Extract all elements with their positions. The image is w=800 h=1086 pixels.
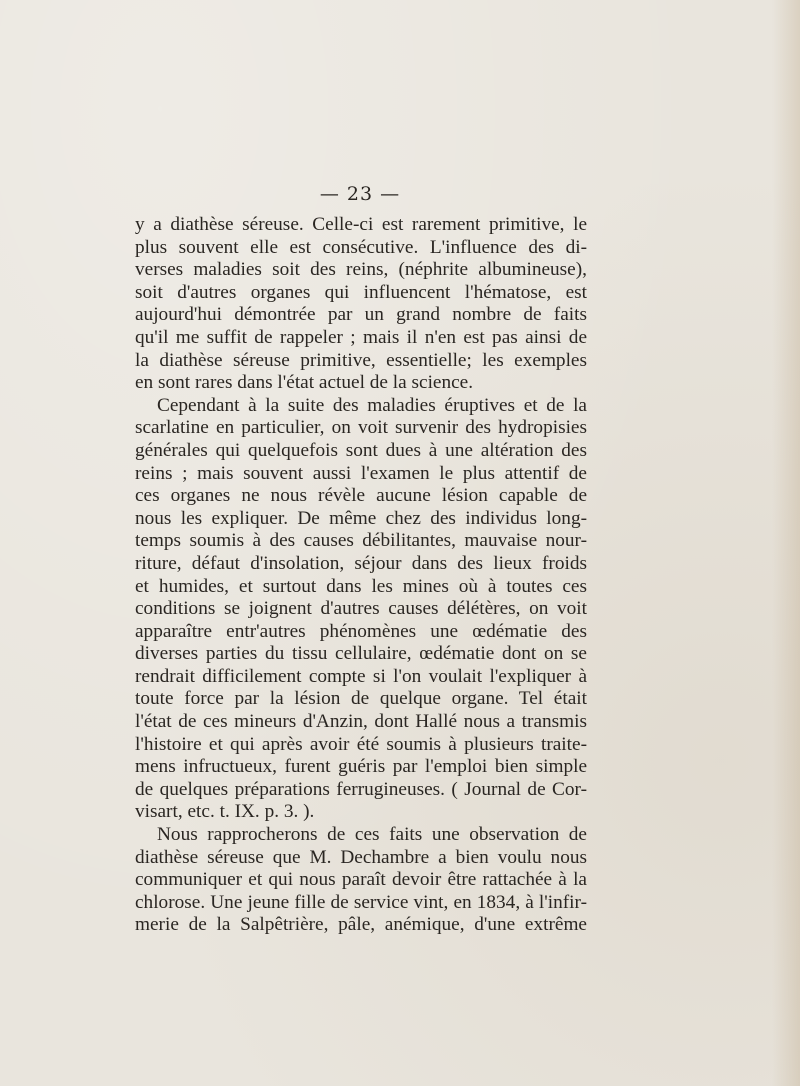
text-line: chlorose. Une jeune fille de service vint, en 1834, à l'infir- [135, 891, 587, 913]
text-line: rendrait difficilement compte si l'on voulait l'expliquer à [135, 665, 587, 687]
text-line: de quelques préparations ferrugineuses. ( Journal de Cor- [135, 778, 587, 800]
text-line: toute force par la lésion de quelque organe. Tel était [135, 688, 587, 710]
text-line: temps soumis à des causes débilitantes, mauvaise nour- [135, 530, 587, 552]
body-text [135, 214, 587, 937]
text-line: nous les expliquer. De même chez des individus long- [135, 507, 587, 529]
text-line: générales qui quelquefois sont dues à une altération des [135, 439, 587, 461]
text-line: scarlatine en particulier, on voit survenir des hydropisies [135, 417, 587, 439]
text-line: mens infructueux, furent guéris par l'emploi bien simple [135, 756, 587, 778]
text-line: soit d'autres organes qui influencent l'hématose, est [135, 281, 587, 303]
text-line: et humides, et surtout dans les mines où à toutes ces [135, 575, 587, 597]
page-number: — 23 — [319, 183, 401, 205]
text-line: diverses parties du tissu cellulaire, œdématie dont on se [135, 643, 587, 665]
text-line: conditions se joignent d'autres causes délétères, on voit [135, 598, 587, 620]
text-line: communiquer et qui nous paraît devoir être rattachée à la [135, 869, 587, 891]
text-line: verses maladies soit des reins, (néphrite albumineuse), [135, 259, 587, 281]
text-line: y a diathèse séreuse. Celle-ci est rarement primitive, le [135, 214, 587, 235]
text-line: reins ; mais souvent aussi l'examen le plus attentif de [135, 462, 587, 484]
text-line: Nous rapprocherons de ces faits une observation de [157, 824, 587, 846]
text-line: l'état de ces mineurs d'Anzin, dont Hallé nous a transmis [135, 711, 587, 733]
text-line: en sont rares dans l'état actuel de la science. [135, 372, 474, 394]
text-line: diathèse séreuse que M. Dechambre a bien voulu nous [135, 846, 587, 868]
text-line: riture, défaut d'insolation, séjour dans des lieux froids [135, 552, 587, 574]
text-line: visart, etc. t. IX. p. 3. ). [135, 801, 315, 823]
text-line: merie de la Salpêtrière, pâle, anémique, d'une extrême [135, 914, 587, 936]
text-line: Cependant à la suite des maladies éruptives et de la [157, 394, 587, 416]
text-line: apparaître entr'autres phénomènes une œdématie des [135, 620, 587, 642]
text-line: l'histoire et qui après avoir été soumis à plusieurs traite- [135, 733, 587, 755]
text-line: la diathèse séreuse primitive, essentielle; les exemples [135, 349, 587, 371]
text-line: plus souvent elle est consécutive. L'influence des di- [135, 236, 587, 258]
text-line: aujourd'hui démontrée par un grand nombre de faits [135, 304, 587, 326]
text-line: ces organes ne nous révèle aucune lésion capable de [135, 485, 587, 507]
page-edge-shadow [772, 0, 800, 1086]
text-line: qu'il me suffit de rappeler ; mais il n'en est pas ainsi de [135, 326, 587, 348]
